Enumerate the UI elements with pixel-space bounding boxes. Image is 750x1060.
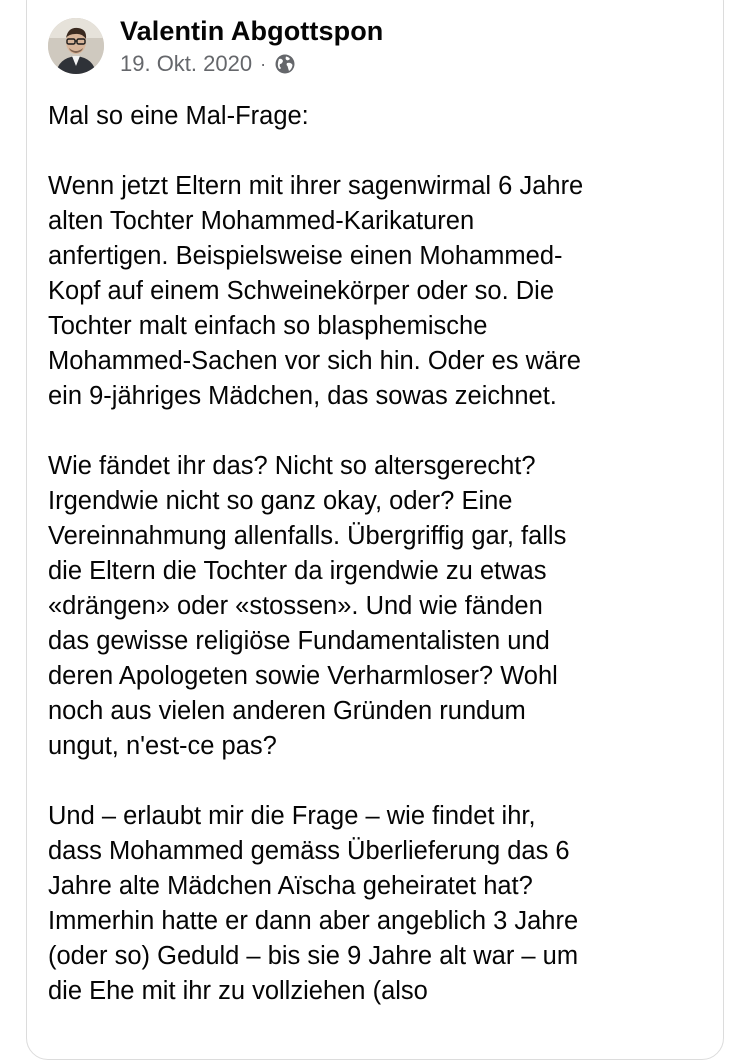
- post-header: [48, 16, 383, 76]
- post-paragraph: [48, 799, 708, 1009]
- post-text-line: ein 9-jähriges Mädchen, das sowas zeichnet.: [48, 382, 557, 410]
- post-text-line: (oder so) Geduld – bis sie 9 Jahre alt war – um: [48, 942, 579, 970]
- avatar-photo: [48, 18, 104, 74]
- post-text-line: Tochter malt einfach so blasphemische: [48, 312, 488, 340]
- post-text-line: alten Tochter Mohammed-Karikaturen: [48, 207, 475, 235]
- post-text-line: Mohammed-Sachen vor sich hin. Oder es wäre: [48, 347, 581, 375]
- post-text-line: Irgendwie nicht so ganz okay, oder? Eine: [48, 487, 513, 515]
- post-text-line: Vereinnahmung allenfalls. Übergriffig gar, falls: [48, 522, 567, 550]
- post-text-line: noch aus vielen anderen Gründen rundum: [48, 697, 526, 725]
- post-text-line: Wenn jetzt Eltern mit ihrer sagenwirmal 6 Jahre: [48, 172, 584, 200]
- post-text-line: «drängen» oder «stossen». Und wie fänden: [48, 592, 543, 620]
- post-text-line: Und – erlaubt mir die Frage – wie findet ihr,: [48, 802, 536, 830]
- post-author-name[interactable]: Valentin Abgottspon: [120, 16, 384, 46]
- post-text-line: die Eltern die Tochter da irgendwie zu etwas: [48, 557, 547, 585]
- post-paragraph: [48, 169, 708, 414]
- post-text-line: Immerhin hatte er dann aber angeblich 3 Jahre: [48, 907, 579, 935]
- avatar[interactable]: [48, 18, 104, 74]
- post-text-line: dass Mohammed gemäss Überlieferung das 6: [48, 837, 570, 865]
- post-text-line: das gewisse religiöse Fundamentalisten und: [48, 627, 550, 655]
- meta-separator: ·: [260, 54, 267, 74]
- post-text-line: Wie fändet ihr das? Nicht so altersgerecht?: [48, 452, 536, 480]
- post-date[interactable]: 19. Okt. 2020: [120, 51, 253, 76]
- post-text-line: deren Apologeten sowie Verharmloser? Wohl: [48, 662, 558, 690]
- globe-icon: [274, 53, 296, 75]
- post-text-line: Jahre alte Mädchen Aïscha geheiratet hat?: [48, 872, 533, 900]
- post-text-line: anfertigen. Beispielsweise einen Mohammed-: [48, 242, 563, 270]
- post-text-line: Mal so eine Mal-Frage:: [48, 102, 309, 130]
- post-paragraph: [48, 99, 708, 134]
- post-text-line: die Ehe mit ihr zu vollziehen (also: [48, 977, 428, 1005]
- post-paragraph: [48, 449, 708, 764]
- post-body: [48, 99, 708, 1044]
- post-meta: [120, 51, 383, 77]
- post-text-line: ungut, n'est-ce pas?: [48, 732, 277, 760]
- post-text-line: Kopf auf einem Schweinekörper oder so. Die: [48, 277, 555, 305]
